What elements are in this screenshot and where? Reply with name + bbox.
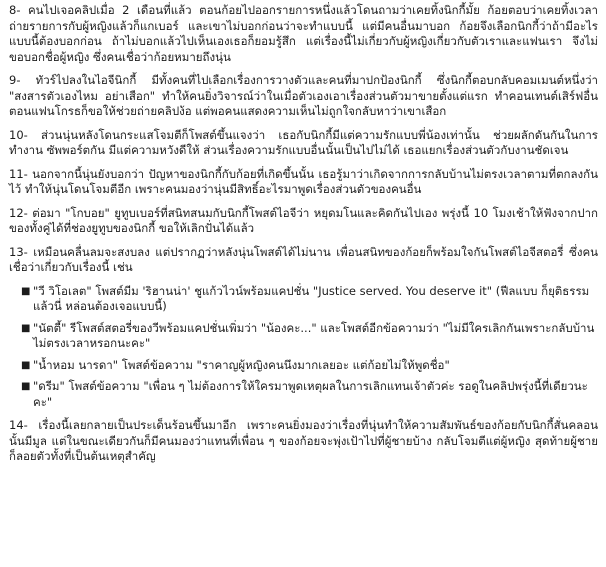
- list-item: [9, 284, 598, 315]
- paragraph-9: 9- ทัวร์ไปลงในไอจีนิกกี้ มีทั้งคนที่ไปเลือกเรื่องการวางตัวและคนที่มาปกป้องนิกกี้ ซึ่งนิกกี้ตอบกลับคอมเมนต์หนึ่งว่า "สงสารตัวเองไหม อย่าเสือก" ทำให้คนยิ่งวิจารณ์ว่าในเมื่อตัวเองเอาเรื่องส่วนตัวมาขายตั้งแต่แรก ทำคอนเทนต์เสิร์ฟอื่น ตอนแฟนโกรธก็ขอให้ช่วยถ่ายคลิปง้อ แต่พอคนแสดงความเห็นไม่ถูกใจกลับหาว่าเขาเสือก: [9, 73, 598, 118]
- list-item: [9, 358, 598, 374]
- list-item-text: "วี วิโอเลต" โพสต์มีม 'ริฮานน่า' ชูแก้วไวน์พร้อมแคปชั่น "Justice served. You deserve it" (ฟีลแบบ ก็ยุติธรรมแล้วนี่ หล่อนต้องเจอแบบนี้): [33, 283, 590, 313]
- paragraph-11: 11- นอกจากนี้นุ่นยังบอกว่า ปัญหาของนิกกี้กับก้อยที่เกิดขึ้นนั้น เธอรู้มาว่าเกิดจากการกลับบ้านไม่ตรงเวลาตามที่ตกลงกันไว้ ทำให้นุ่นโดนโจมตีอีก เพราะคนมองว่านุ่นมีสิทธิ์อะไรมาพูดเรื่องส่วนตัวของคนอื่น: [9, 166, 598, 196]
- list-item-text: "น้ำหอม นารดา" โพสต์ข้อความ "ราคาญผู้หญิงคนนึงมากเลยอะ แต่ก้อยไม่ให้พูดชื่อ": [33, 357, 450, 372]
- paragraph-14: 14- เรื่องนี้เลยกลายเป็นประเด็นร้อนขึ้นมาอีก เพราะคนยิ่งมองว่าเรื่องที่นุ่นทำให้ความสัมพันธ์ของก้อยกับนิกกี้สั่นคลอนนั้นมีมูล แต่ในขณะเดียวกันก็มีคนมองว่าแทนที่เพื่อน ๆ ของก้อยจะพุ่งเป้าไปที่ผู้ชายบ้าง กลับโจมตีแต่ผู้หญิง สุดท้ายผู้ชายก็ลอยตัวทั้งที่เป็นต้นเหตุสำคัญ: [9, 418, 598, 463]
- paragraph-13: 13- เหมือนคลื่นลมจะสงบลง แต่ปรากฏว่าหลังนุ่นโพสต์ได้ไม่นาน เพื่อนสนิทของก้อยก็พร้อมใจกันโพสต์ไอจีสตอรี่ ซึ่งคนเชื่อว่าเกี่ยวกับเรื่องนี้ เช่น: [9, 244, 598, 274]
- paragraph-10: 10- ส่วนนุ่นหลังโดนกระแสโจมตีก็โพสต์ขึ้นแจงว่า เธอกับนิกกี้มีแต่ความรักแบบพี่น้องเท่านั้น ช่วยผลักดันกันในการทำงาน ซัพพอร์ตกัน มีแต่ความหวังดีให้ ส่วนเรื่องความรักแบบอื่นนั้นเป็นไปไม่ได้ เธอแยกเรื่องส่วนตัวกับงานชัดเจน: [9, 127, 598, 157]
- list-item-text: "นัตตี้" รีโพสต์สตอรี่ของวีพร้อมแคปชั่นเพิ่มว่า "น้องคะ..." และโพสต์อีกข้อความว่า "ไม่มีใครเลิกกันเพราะกลับบ้านไม่ตรงเวลาหรอกนะคะ": [33, 320, 595, 350]
- bullet-icon: ■: [21, 285, 31, 297]
- instagram-story-list: [9, 284, 598, 411]
- list-item: [9, 321, 598, 352]
- list-item-text: "ดรีม" โพสต์ข้อความ "เพื่อน ๆ ไม่ต้องการให้ใครมาพูดเหตุผลในการเลิกแทนเจ้าตัวค่ะ รอดูในคลิปพรุ่งนี้ที่เดียวนะคะ": [33, 379, 588, 409]
- paragraph-8: 8- คนไปเจอคลิปเมื่อ 2 เดือนที่แล้ว ตอนก้อยไปออกรายการหนึ่งแล้วโดนถามว่าเคยทิ้งนิกกี้มั้ย ก้อยตอบว่าเคยทิ้งเวลาถ่ายรายการกับผู้หญิงแล้วก็แกเบอร์ และเขาไม่บอกก่อนว่าจะทำแบบนี้ แต่มีคนอื่นมาบอก ก้อยจึงเลือกนิกกี้ว่าถ้ามีอะไรแบบนี้ต้องบอกก่อน ถ้าไม่บอกแล้วไปเห็นเองเธอก็ยอมรู้สึก แต่เรื่องนี้ไม่เกี่ยวกับผู้หญิงเกี่ยวกับตัวเราและแฟนเรา จึงไม่ขอบอกชื่อผู้หญิง ซึ่งคนเชื่อว่าก้อยหมายถึงนุ่น: [9, 3, 598, 64]
- bullet-icon: ■: [21, 322, 31, 334]
- paragraph-12: 12- ต่อมา "โกบอย" ยูทูบเบอร์ที่สนิทสนมกับนิกกี้โพสต์ไอจีว่า หยุดมโนและคิดกันไปเอง พรุ่งนี้ 10 โมงเช้าให้ฟังจากปากของทั้งคู่ได้ที่ช่องยูทูบของนิกกี้ ขอให้เลิกปั่นได้แล้ว: [9, 205, 598, 235]
- bullet-icon: ■: [21, 381, 31, 392]
- bullet-icon: ■: [21, 359, 31, 371]
- list-item: [9, 379, 598, 410]
